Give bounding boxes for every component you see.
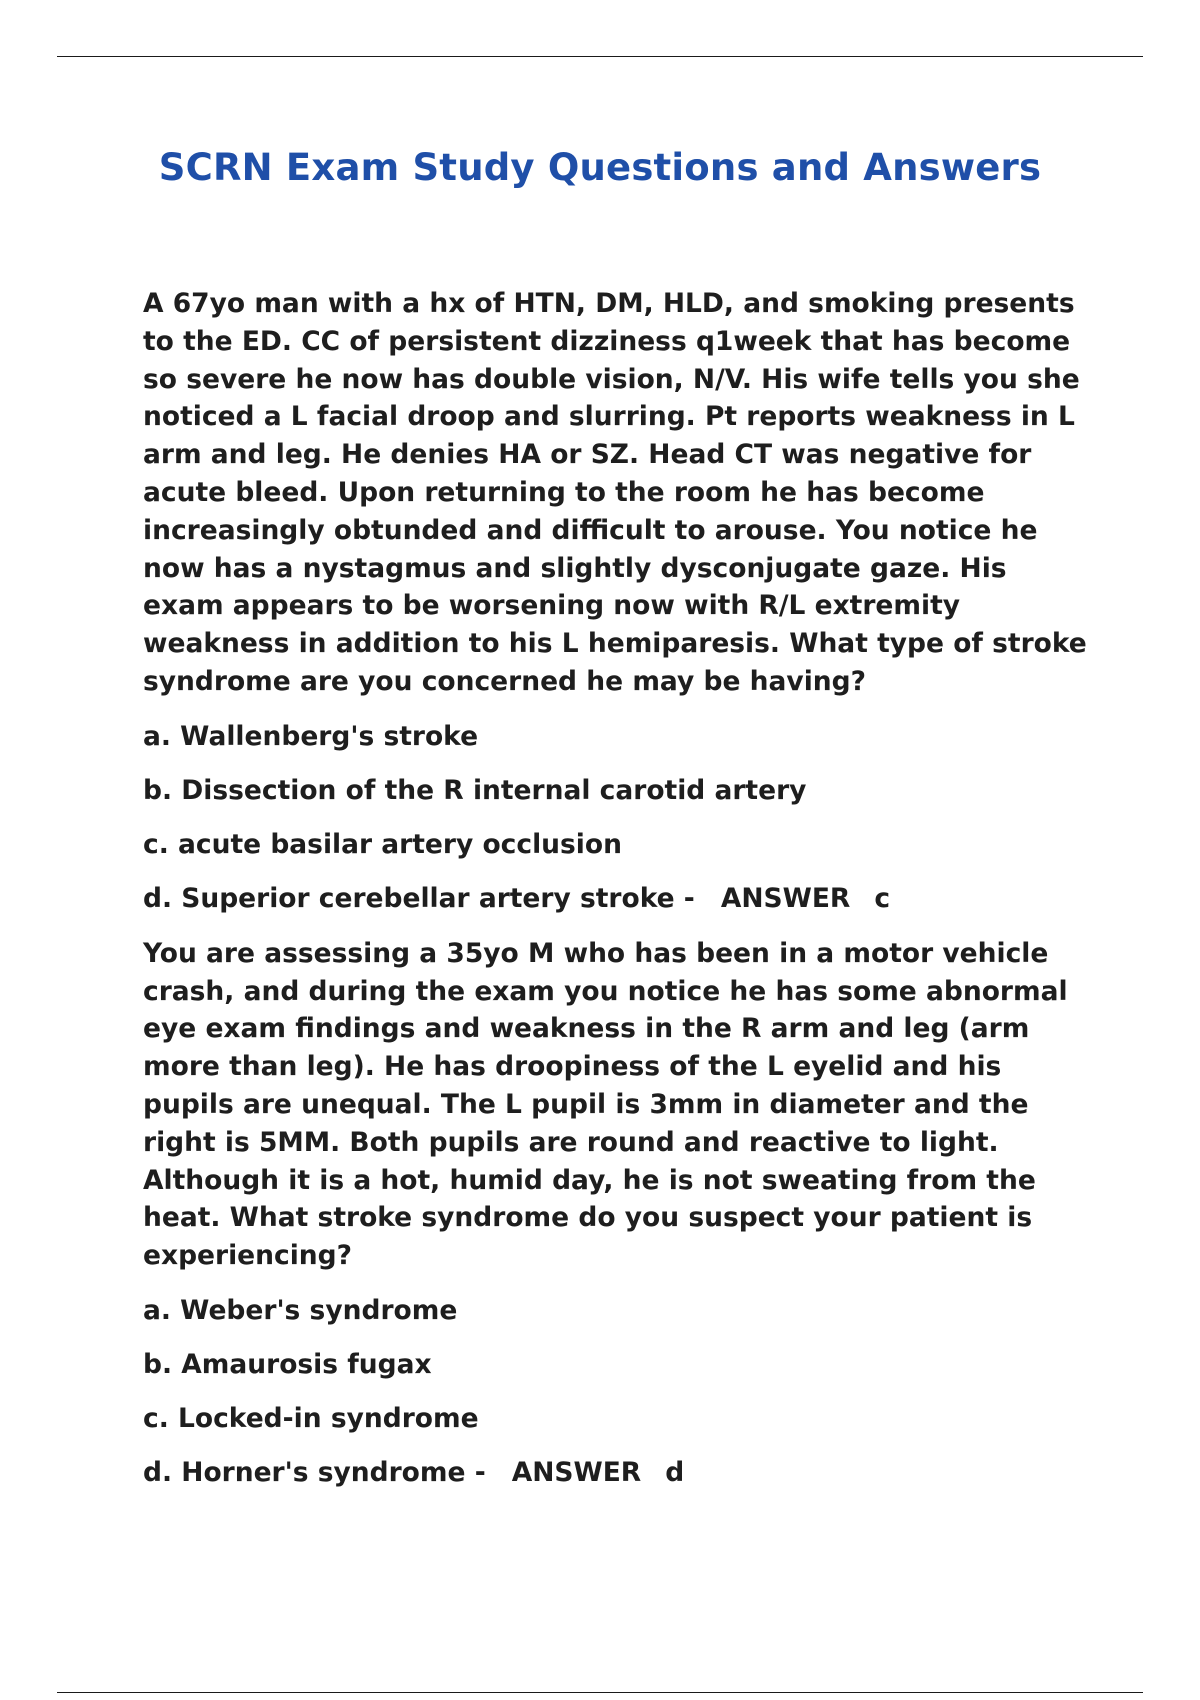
- option-d: d. Horner's syndrome -: [143, 1456, 486, 1488]
- footer-rule: [57, 1692, 1143, 1693]
- option-b: b. Dissection of the R internal carotid artery: [143, 774, 807, 806]
- answer-label: ANSWER: [511, 1456, 642, 1488]
- answer-options: [143, 719, 1093, 917]
- option-b: b. Amaurosis fugax: [143, 1348, 432, 1380]
- question-text: A 67yo man with a hx of HTN, DM, HLD, and smoking presents to the ED. CC of persistent dizziness q1week that has become so severe he now has double vision, N/V. His wife tells you she noticed a L facial droop and slurring. Pt reports weakness in L arm and leg. He denies HA or SZ. Head CT was negative for acute bleed. Upon returning to the room he has become increasingly obtunded and difficult to arouse. You notice he now has a nystagmus and slightly dysconjugate gaze. His exam appears to be worsening now with R/L extremity weakness in addition to his L hemiparesis. What type of stroke syndrome are you concerned he may be having?: [143, 288, 1087, 697]
- document-body: [143, 285, 1093, 1491]
- option-d-with-answer: [143, 881, 1093, 917]
- option-c: c. Locked-in syndrome: [143, 1402, 479, 1434]
- answer-value: c: [874, 882, 891, 914]
- answer-label: ANSWER: [720, 882, 851, 914]
- page-title: SCRN Exam Study Questions and Answers: [158, 146, 1042, 189]
- option-a: a. Wallenberg's stroke: [143, 720, 479, 752]
- option-d: d. Superior cerebellar artery stroke -: [143, 882, 695, 914]
- option-c: c. acute basilar artery occlusion: [143, 828, 622, 860]
- header-rule: [57, 56, 1143, 57]
- answer-options: [143, 1293, 1093, 1491]
- option-d-with-answer: [143, 1455, 1093, 1491]
- answer-value: d: [665, 1456, 685, 1488]
- question-block-2: [143, 935, 1093, 1491]
- question-block-1: [143, 285, 1093, 917]
- question-text: You are assessing a 35yo M who has been in a motor vehicle crash, and during the exam you notice he has some abnormal eye exam findings and weakness in the R arm and leg (arm more than leg). He has droopiness of the L eyelid and his pupils are unequal. The L pupil is 3mm in diameter and the right is 5MM. Both pupils are round and reactive to light. Although it is a hot, humid day, he is not sweating from the heat. What stroke syndrome do you suspect your patient is experiencing?: [143, 937, 1068, 1272]
- option-a: a. Weber's syndrome: [143, 1294, 458, 1326]
